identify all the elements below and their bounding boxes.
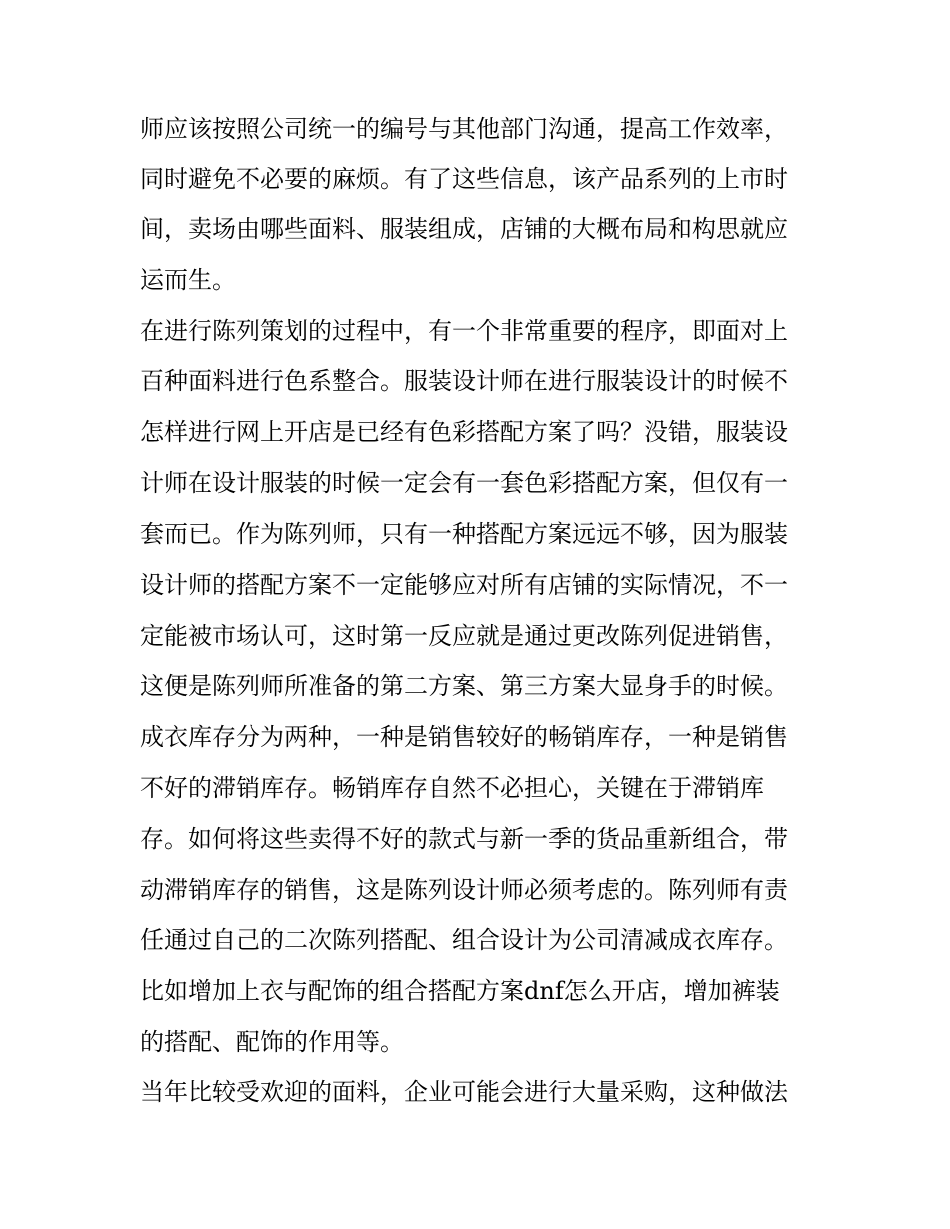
text-line: 师应该按照公司统一的编号与其他部门沟通，提高工作效率， bbox=[140, 115, 788, 143]
text-line: 计师在设计服装的时候一定会有一套色彩搭配方案，但仅有一 bbox=[140, 469, 788, 497]
text-line: 的搭配、配饰的作用等。 bbox=[140, 1028, 404, 1056]
text-line: 间，卖场由哪些面料、服装组成，店铺的大概布局和构思就应 bbox=[140, 215, 788, 243]
text-line: 定能被市场认可，这时第一反应就是通过更改陈列促进销售， bbox=[140, 622, 788, 650]
text-line: 成衣库存分为两种，一种是销售较好的畅销库存，一种是销售 bbox=[140, 723, 788, 751]
text-line: 套而已。作为陈列师，只有一种搭配方案远远不够，因为服装 bbox=[140, 520, 788, 548]
text-line: 动滞销库存的销售，这是陈列设计师必须考虑的。陈列师有责 bbox=[140, 876, 788, 904]
text-line: 同时避免不必要的麻烦。有了这些信息，该产品系列的上市时 bbox=[140, 165, 788, 193]
text-line: 在进行陈列策划的过程中，有一个非常重要的程序，即面对上 bbox=[140, 317, 788, 345]
text-line: 当年比较受欢迎的面料，企业可能会进行大量采购，这种做法 bbox=[140, 1078, 788, 1106]
text-line: 运而生。 bbox=[140, 266, 236, 294]
text-line: 这便是陈列师所准备的第二方案、第三方案大显身手的时候。 bbox=[140, 672, 788, 700]
text-line: 怎样进行网上开店是已经有色彩搭配方案了吗？没错，服装设 bbox=[140, 418, 788, 446]
text-line: 百种面料进行色系整合。服装设计师在进行服装设计的时候不 bbox=[140, 367, 788, 395]
text-line: 任通过自己的二次陈列搭配、组合设计为公司清减成衣库存。 bbox=[140, 926, 788, 954]
text-line: 设计师的搭配方案不一定能够应对所有店铺的实际情况，不一 bbox=[140, 571, 788, 599]
text-line: 比如增加上衣与配饰的组合搭配方案dnf怎么开店，增加裤装 bbox=[140, 977, 780, 1005]
text-line: 存。如何将这些卖得不好的款式与新一季的货品重新组合，带 bbox=[140, 825, 788, 853]
text-line: 不好的滞销库存。畅销库存自然不必担心，关键在于滞销库 bbox=[140, 774, 764, 802]
